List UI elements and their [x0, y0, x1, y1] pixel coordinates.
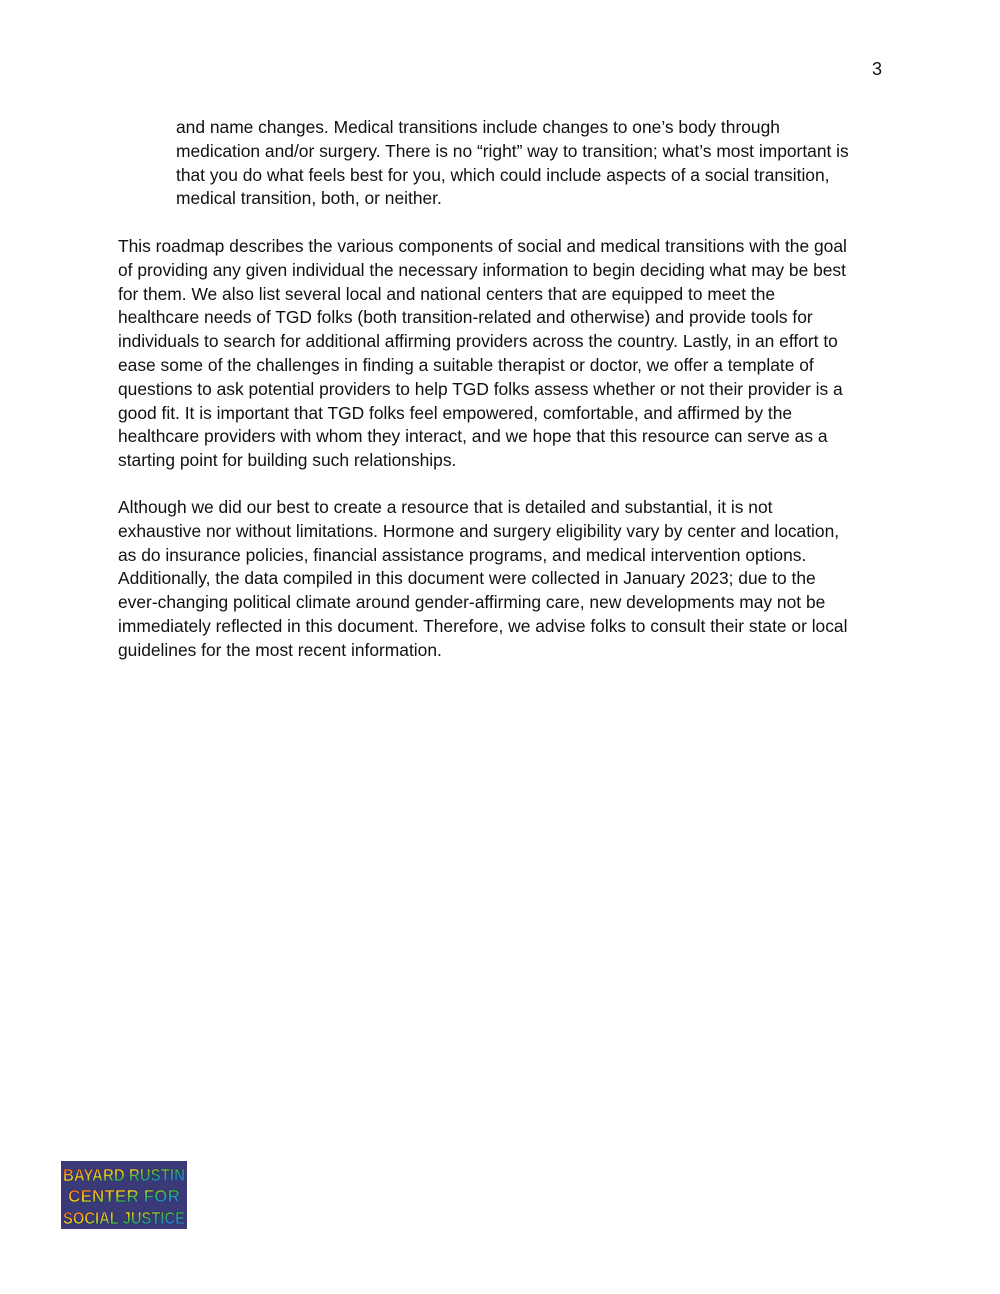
text-line: and name changes. Medical transitions include changes to one’s body through: [176, 117, 780, 137]
text-line: guidelines for the most recent information.: [118, 639, 442, 660]
logo-line-3: SOCIAL JUSTICE: [63, 1208, 185, 1228]
text-line: immediately reflected in this document. Therefore, we advise folks to consult their state or local: [118, 615, 848, 636]
text-line: questions to ask potential providers to help TGD folks assess whether or not their provider is a: [118, 378, 843, 399]
text-line: good fit. It is important that TGD folks feel empowered, comfortable, and affirmed by the: [118, 402, 793, 423]
paragraph-continuation: [176, 116, 849, 211]
text-line: of providing any given individual the necessary information to begin deciding what may be best: [118, 259, 846, 280]
text-line: Additionally, the data compiled in this document were collected in January 2023; due to the: [118, 568, 816, 589]
paragraph-limitations: [118, 496, 847, 663]
text-line: This roadmap describes the various components of social and medical transitions with the goal: [118, 236, 847, 256]
text-line: ever-changing political climate around gender-affirming care, new developments may not be: [118, 592, 826, 613]
paragraph-roadmap: [118, 235, 847, 473]
text-line: that you do what feels best for you, which could include aspects of a social transition,: [176, 164, 830, 185]
logo-graphic: [61, 1161, 187, 1229]
text-line: medical transition, both, or neither.: [176, 188, 442, 209]
text-line: for them. We also list several local and national centers that are equipped to meet the: [118, 283, 776, 304]
text-line: medication and/or surgery. There is no “right” way to transition; what’s most important is: [176, 140, 849, 161]
logo-line-1: BAYARD RUSTIN: [63, 1165, 185, 1185]
text-line: as do insurance policies, financial assistance programs, and medical intervention options.: [118, 544, 807, 565]
text-line: healthcare needs of TGD folks (both transition-related and otherwise) and provide tools for: [118, 307, 813, 328]
text-line: Although we did our best to create a resource that is detailed and substantial, it is not: [118, 497, 773, 517]
page-number: 3: [872, 59, 883, 79]
text-line: healthcare providers with whom they interact, and we hope that this resource can serve as a: [118, 426, 828, 447]
text-line: individuals to search for additional affirming providers across the country. Lastly, in an effort to: [118, 331, 838, 352]
text-line: ease some of the challenges in finding a suitable therapist or doctor, we offer a template of: [118, 354, 814, 375]
text-line: starting point for building such relationships.: [118, 450, 457, 471]
logo-line-2: CENTER FOR: [68, 1186, 181, 1206]
text-line: exhaustive nor without limitations. Hormone and surgery eligibility vary by center and location,: [118, 520, 840, 541]
organization-logo: [61, 1161, 187, 1229]
